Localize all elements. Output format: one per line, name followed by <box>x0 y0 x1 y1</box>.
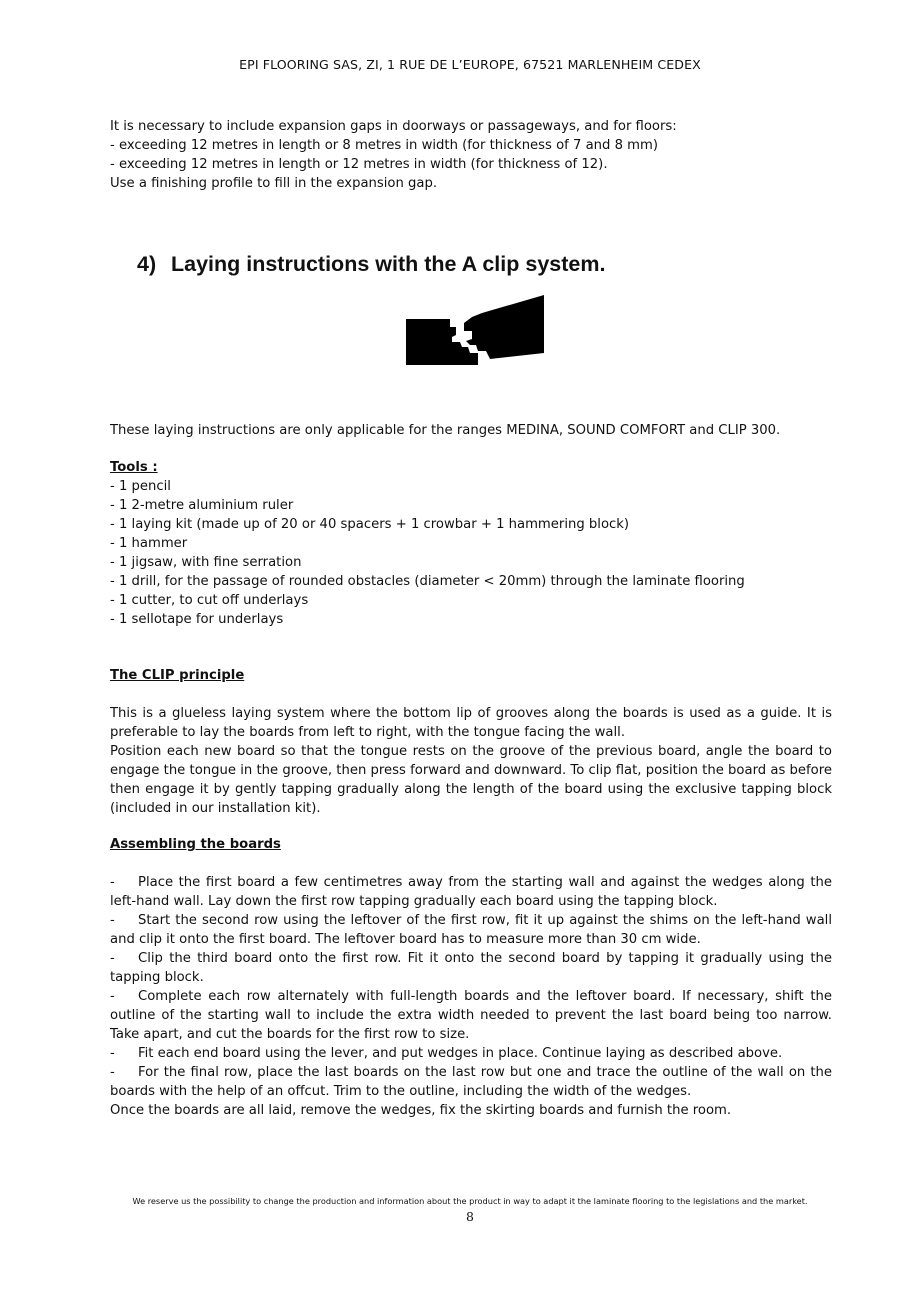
step-dash: - <box>110 875 115 890</box>
step-item <box>110 949 832 987</box>
step-text: Place the first board a few centimetres away from the starting wall and against the wedges along the left-hand wall. Lay down the first row tapping gradually each board using the tapping block. <box>110 875 832 909</box>
expansion-line: It is necessary to include expansion gaps in doorways or passageways, and for floors: <box>110 119 677 134</box>
step-item <box>110 1063 832 1101</box>
list-item: - 1 hammer <box>110 536 188 551</box>
applicability-line: These laying instructions are only applicable for the ranges MEDINA, SOUND COMFORT and CLIP 300. <box>110 423 781 438</box>
step-text: Clip the third board onto the first row. Fit it onto the second board by tapping it gradually using the tapping block. <box>110 951 832 985</box>
page-number: 8 <box>466 1209 474 1224</box>
step-item <box>110 873 832 911</box>
step-text: For the final row, place the last boards on the last row but one and trace the outline of the wall on the boards with the help of an offcut. Trim to the outline, including the width of the wedges. <box>110 1065 832 1099</box>
section-title: Laying instructions with the A clip system. <box>170 252 606 276</box>
expansion-gap-text <box>110 117 832 193</box>
list-item: - 1 cutter, to cut off underlays <box>110 593 309 608</box>
paragraph: Position each new board so that the tongue rests on the groove of the previous board, angle the board to engage the tongue in the groove, then press forward and downward. To clip flat, position the board as before then engage it by gently tapping gradually along the length of the board using the exclusive tapping block (included in our installation kit). <box>110 744 832 816</box>
step-dash: - <box>110 951 115 966</box>
list-item: - 1 sellotape for underlays <box>110 612 284 627</box>
step-text: Start the second row using the leftover of the first row, fit it up against the shims on the left-hand wall and clip it onto the first board. The leftover board has to measure more than 30 cm wide. <box>110 913 832 947</box>
page-header: EPI FLOORING SAS, ZI, 1 RUE DE L’EUROPE, 67521 MARLENHEIM CEDEX <box>239 57 701 72</box>
step-dash: - <box>110 1046 115 1061</box>
list-item: - 1 laying kit (made up of 20 or 40 spacers + 1 crowbar + 1 hammering block) <box>110 517 630 532</box>
paragraph: This is a glueless laying system where the bottom lip of grooves along the boards is used as a guide. It is preferable to lay the boards from left to right, with the tongue facing the wall. <box>110 706 832 740</box>
step-item <box>110 911 832 949</box>
clip-principle-heading: The CLIP principle <box>110 668 245 683</box>
tools-list <box>110 477 832 629</box>
clip-principle-heading-block <box>110 666 832 685</box>
clip-joint-shape <box>406 295 544 365</box>
clip-joint-icon <box>406 295 544 365</box>
closing-line: Once the boards are all laid, remove the wedges, fix the skirting boards and furnish the room. <box>110 1103 732 1118</box>
assembling-heading-block <box>110 835 832 854</box>
list-item: - 1 pencil <box>110 479 171 494</box>
expansion-line: - exceeding 12 metres in length or 8 metres in width (for thickness of 7 and 8 mm) <box>110 138 659 153</box>
list-item: - 1 drill, for the passage of rounded obstacles (diameter < 20mm) through the laminate flooring <box>110 574 745 589</box>
list-item: - 1 2-metre aluminium ruler <box>110 498 294 513</box>
expansion-line: - exceeding 12 metres in length or 12 metres in width (for thickness of 12). <box>110 157 608 172</box>
step-dash: - <box>110 1065 115 1080</box>
step-dash: - <box>110 989 115 1004</box>
step-text: Complete each row alternately with full-length boards and the leftover board. If necessary, shift the outline of the starting wall to include the extra width needed to prevent the last board being too narrow. Take apart, and cut the boards for the first row to size. <box>110 989 832 1042</box>
footer-disclaimer: We reserve us the possibility to change the production and information about the product in way to adapt it the laminate flooring to the legislations and the market. <box>132 1196 808 1206</box>
assembling-steps <box>110 873 832 1120</box>
section-heading <box>137 252 605 277</box>
expansion-line: Use a finishing profile to fill in the expansion gap. <box>110 176 438 191</box>
clip-principle-text <box>110 704 832 818</box>
applicability-text <box>110 421 832 440</box>
step-item <box>110 1044 832 1063</box>
tools-section <box>110 458 832 629</box>
section-number: 4) <box>137 252 157 276</box>
list-item: - 1 jigsaw, with fine serration <box>110 555 302 570</box>
tools-heading: Tools : <box>110 460 158 475</box>
step-dash: - <box>110 913 115 928</box>
step-text: Fit each end board using the lever, and put wedges in place. Continue laying as described above. <box>138 1046 783 1061</box>
assembling-heading: Assembling the boards <box>110 837 281 852</box>
step-item <box>110 987 832 1044</box>
